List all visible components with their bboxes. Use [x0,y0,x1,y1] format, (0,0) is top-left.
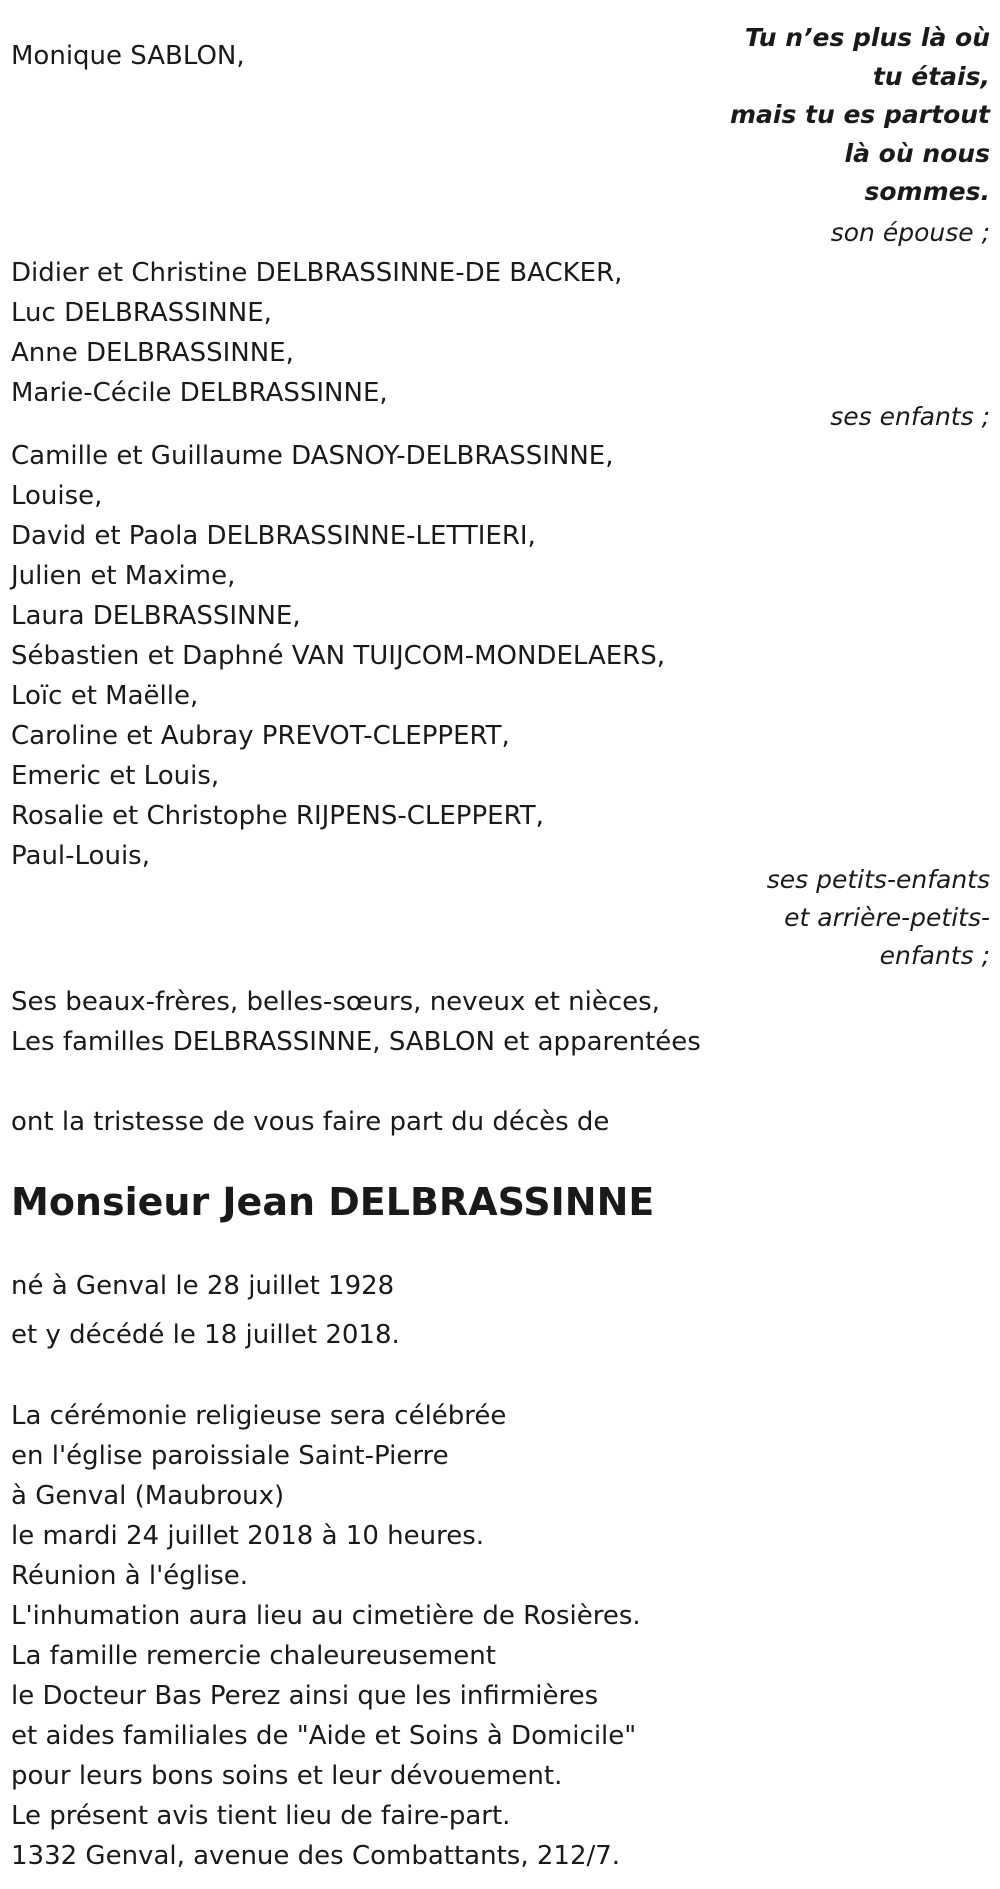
ceremony-line: L'inhumation aura lieu au cimetière de Rosières. [11,1601,641,1631]
relation-line: enfants ; [879,941,990,970]
ceremony-line: La cérémonie religieuse sera célébrée [11,1401,507,1431]
relation-line: et arrière-petits- [784,903,990,932]
grandchild-entry: Julien et Maxime, [11,561,236,591]
grandchild-entry: Rosalie et Christophe RIJPENS-CLEPPERT, [11,801,544,831]
grandchild-entry: Emeric et Louis, [11,761,220,791]
ceremony-line: La famille remercie chaleureusement [11,1641,496,1671]
ceremony-line: le Docteur Bas Perez ainsi que les infirmières [11,1681,599,1711]
grandchild-entry: Caroline et Aubray PREVOT-CLEPPERT, [11,721,510,751]
extended-family-line: Ses beaux-frères, belles-sœurs, neveux et nièces, [11,987,660,1017]
ceremony-line: Le présent avis tient lieu de faire-part. [11,1801,511,1831]
grandchild-entry: Paul-Louis, [11,841,150,871]
ceremony-line: pour leurs bons soins et leur dévouement. [11,1761,563,1791]
child-entry: Luc DELBRASSINNE, [11,298,272,328]
quote-line: sommes. [864,177,990,206]
deceased-name: Monsieur Jean DELBRASSINNE [11,1180,655,1224]
death-info: et y décédé le 18 juillet 2018. [11,1320,400,1350]
epitaph-quote [730,19,990,212]
ceremony-line: à Genval (Maubroux) [11,1481,285,1511]
grandchild-entry: Sébastien et Daphné VAN TUIJCOM-MONDELAERS, [11,641,665,671]
quote-line: là où nous [844,138,990,168]
announcement-text: ont la tristesse de vous faire part du décès de [11,1107,610,1137]
child-entry: Marie-Cécile DELBRASSINNE, [11,378,388,408]
children-relation: ses enfants ; [830,402,990,431]
ceremony-line: et aides familiales de "Aide et Soins à Domicile" [11,1721,637,1751]
spouse-name: Monique SABLON, [11,41,245,71]
grandchild-entry: Camille et Guillaume DASNOY-DELBRASSINNE, [11,441,614,471]
quote-line: tu étais, [872,61,990,91]
quote-line: mais tu es partout [729,100,990,129]
quote-line: Tu n’es plus là où [744,23,990,52]
ceremony-line: le mardi 24 juillet 2018 à 10 heures. [11,1521,485,1551]
spouse-relation: son épouse ; [830,218,990,247]
relation-line: ses petits-enfants [766,865,990,894]
ceremony-line: Réunion à l'église. [11,1561,249,1591]
grandchild-entry: Loïc et Maëlle, [11,681,199,711]
ceremony-line: en l'église paroissiale Saint-Pierre [11,1441,449,1471]
grandchild-entry: Louise, [11,481,103,511]
birth-info: né à Genval le 28 juillet 1928 [11,1271,395,1301]
grandchildren-relation [767,861,990,975]
extended-family-line: Les familles DELBRASSINNE, SABLON et apparentées [11,1027,701,1057]
child-entry: Didier et Christine DELBRASSINNE-DE BACKER, [11,258,623,288]
grandchild-entry: Laura DELBRASSINNE, [11,601,301,631]
child-entry: Anne DELBRASSINNE, [11,338,294,368]
ceremony-line: 1332 Genval, avenue des Combattants, 212/7. [11,1841,621,1871]
grandchild-entry: David et Paola DELBRASSINNE-LETTIERI, [11,521,536,551]
